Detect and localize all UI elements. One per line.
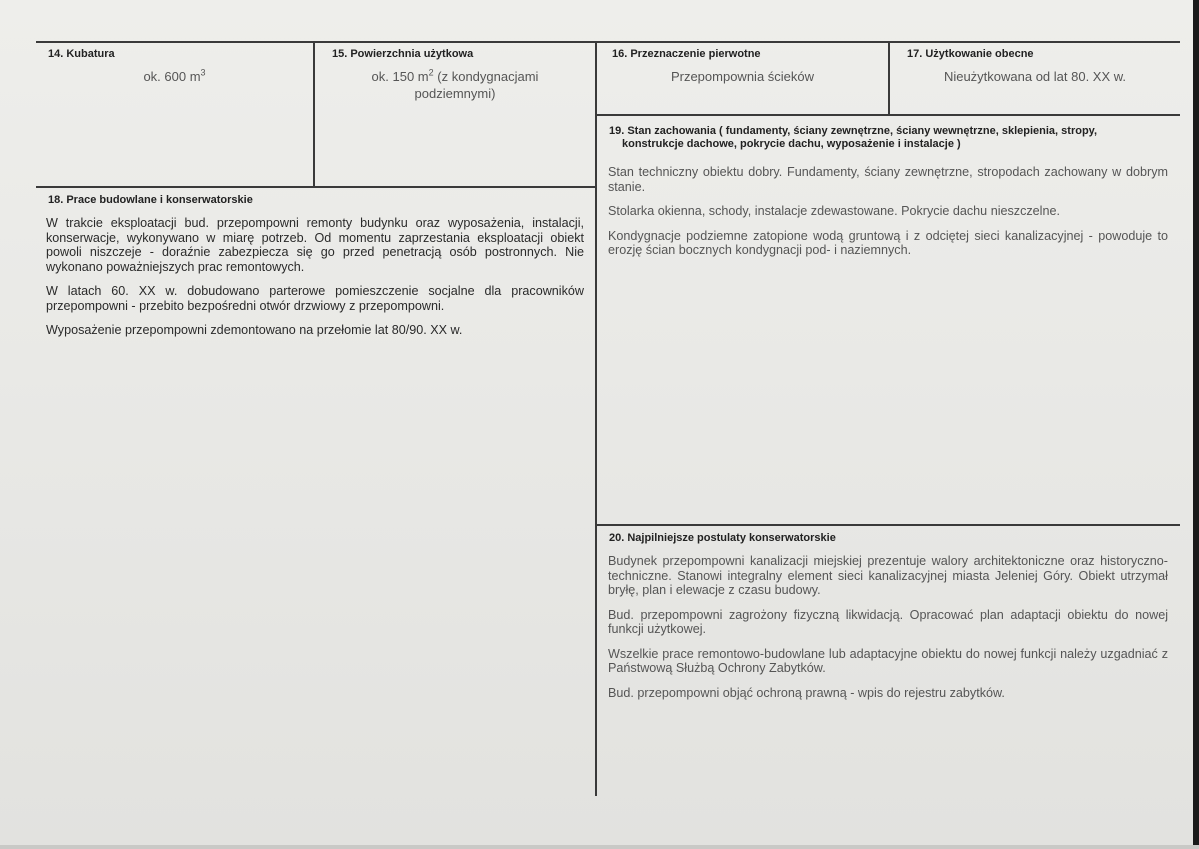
field-14-label: 14. Kubatura: [48, 48, 115, 60]
top-border: [36, 41, 1180, 43]
field-20-paragraph-1: Budynek przepompowni kanalizacji miejskiej prezentuje walory architektoniczne oraz historyczno-techniczne. Stanowi integralny element sieci kanalizacyjnej miasta Jeleniej Góry. Obiekt utrzymał bryłę, plan i elewacje z czasu budowy.: [608, 554, 1168, 597]
field-15-powierzchnia: [315, 44, 595, 186]
field-18-paragraph-3: Wyposażenie przepompowni zdemontowano na przełomie lat 80/90. XX w.: [46, 323, 463, 337]
field-18-paragraph-1: W trakcie eksploatacji bud. przepompowni remonty budynku oraz wyposażenia, instalacji, konserwacje, wykonywano w miarę potrzeb. Od momentu zaprzestania eksploatacji obiekt powoli niszczeje - doraźnie zabezpiecza się go przed penetracją osób postronnych. Nie wykonano poważniejszych prac remontowych.: [46, 216, 584, 274]
field-18-body: [46, 216, 584, 348]
field-20-paragraph-2: Bud. przepompowni zagrożony fizyczną likwidacją. Opracować plan adaptacji obiektu do nowej funkcji użytkowej.: [608, 607, 1168, 636]
field-19-label-line-2: konstrukcje dachowe, pokrycie dachu, wyposażenie i instalacje ): [622, 138, 961, 150]
field-19-paragraph-1: Stan techniczny obiektu dobry. Fundamenty, ściany zewnętrzne, stropodach zachowany w dobrym stanie.: [608, 165, 1168, 194]
field-15-value-pre: ok. 150 m: [371, 69, 429, 84]
field-14-value-sup: 3: [200, 67, 206, 78]
field-18-prace: [36, 189, 595, 789]
field-15-value-post: (z kondygnacjami podziemnymi): [414, 69, 539, 101]
field-17-label: 17. Użytkowanie obecne: [907, 48, 1034, 60]
field-14-kubatura: [36, 44, 313, 186]
scan-edge-right: [1193, 0, 1199, 849]
field-20-label: 20. Najpilniejsze postulaty konserwatorskie: [609, 532, 836, 544]
field-19-label: [609, 125, 1169, 151]
field-14-value: [36, 68, 313, 85]
scan-edge-bottom: [0, 845, 1199, 849]
field-14-value-text: ok. 600 m: [143, 69, 201, 84]
field-20-body: [608, 554, 1168, 710]
field-15-label: 15. Powierzchnia użytkowa: [332, 48, 474, 60]
field-18-paragraph-2: W latach 60. XX w. dobudowano parterowe pomieszczenie socjalne dla pracowników przepompowni - przebito bezpośredni otwór drzwiowy z przepompowni.: [46, 284, 584, 313]
field-16-value: Przepompownia ścieków: [670, 69, 815, 84]
field-19-paragraph-3: Kondygnacje podziemne zatopione wodą gruntową i z odciętej sieci kanalizacyjnej - powoduje to erozję ścian bocznych kondygnacji pod- i naziemnych.: [608, 228, 1168, 257]
field-19-label-line-1: 19. Stan zachowania ( fundamenty, ściany zewnętrzne, ściany wewnętrzne, sklepienia, stropy,: [609, 125, 1098, 137]
field-19-paragraph-2: Stolarka okienna, schody, instalacje zdewastowane. Pokrycie dachu nieszczelne.: [608, 204, 1060, 218]
field-20-postulaty: [597, 527, 1180, 792]
field-19-stan-zachowania: [597, 117, 1180, 522]
field-15-value-sup: 2: [428, 67, 434, 78]
field-15-value: [355, 68, 555, 102]
field-20-paragraph-3: Wszelkie prace remontowo-budowlane lub adaptacyjne obiektu do nowej funkcji należy uzgadniać z Państwową Służbą Ochrony Zabytków.: [608, 646, 1168, 675]
field-17-uzytkowanie: [890, 44, 1180, 114]
field-18-label: 18. Prace budowlane i konserwatorskie: [48, 194, 253, 206]
field-20-paragraph-4: Bud. przepompowni objąć ochroną prawną - wpis do rejestru zabytków.: [608, 685, 1005, 700]
divider-15-bottom: [36, 186, 596, 188]
field-19-body: [608, 165, 1168, 268]
field-16-label: 16. Przeznaczenie pierwotne: [612, 48, 761, 60]
field-16-przeznaczenie: [597, 44, 888, 114]
field-17-value: Nieużytkowana od lat 80. XX w.: [943, 69, 1127, 84]
divider-19-20: [596, 524, 1180, 526]
